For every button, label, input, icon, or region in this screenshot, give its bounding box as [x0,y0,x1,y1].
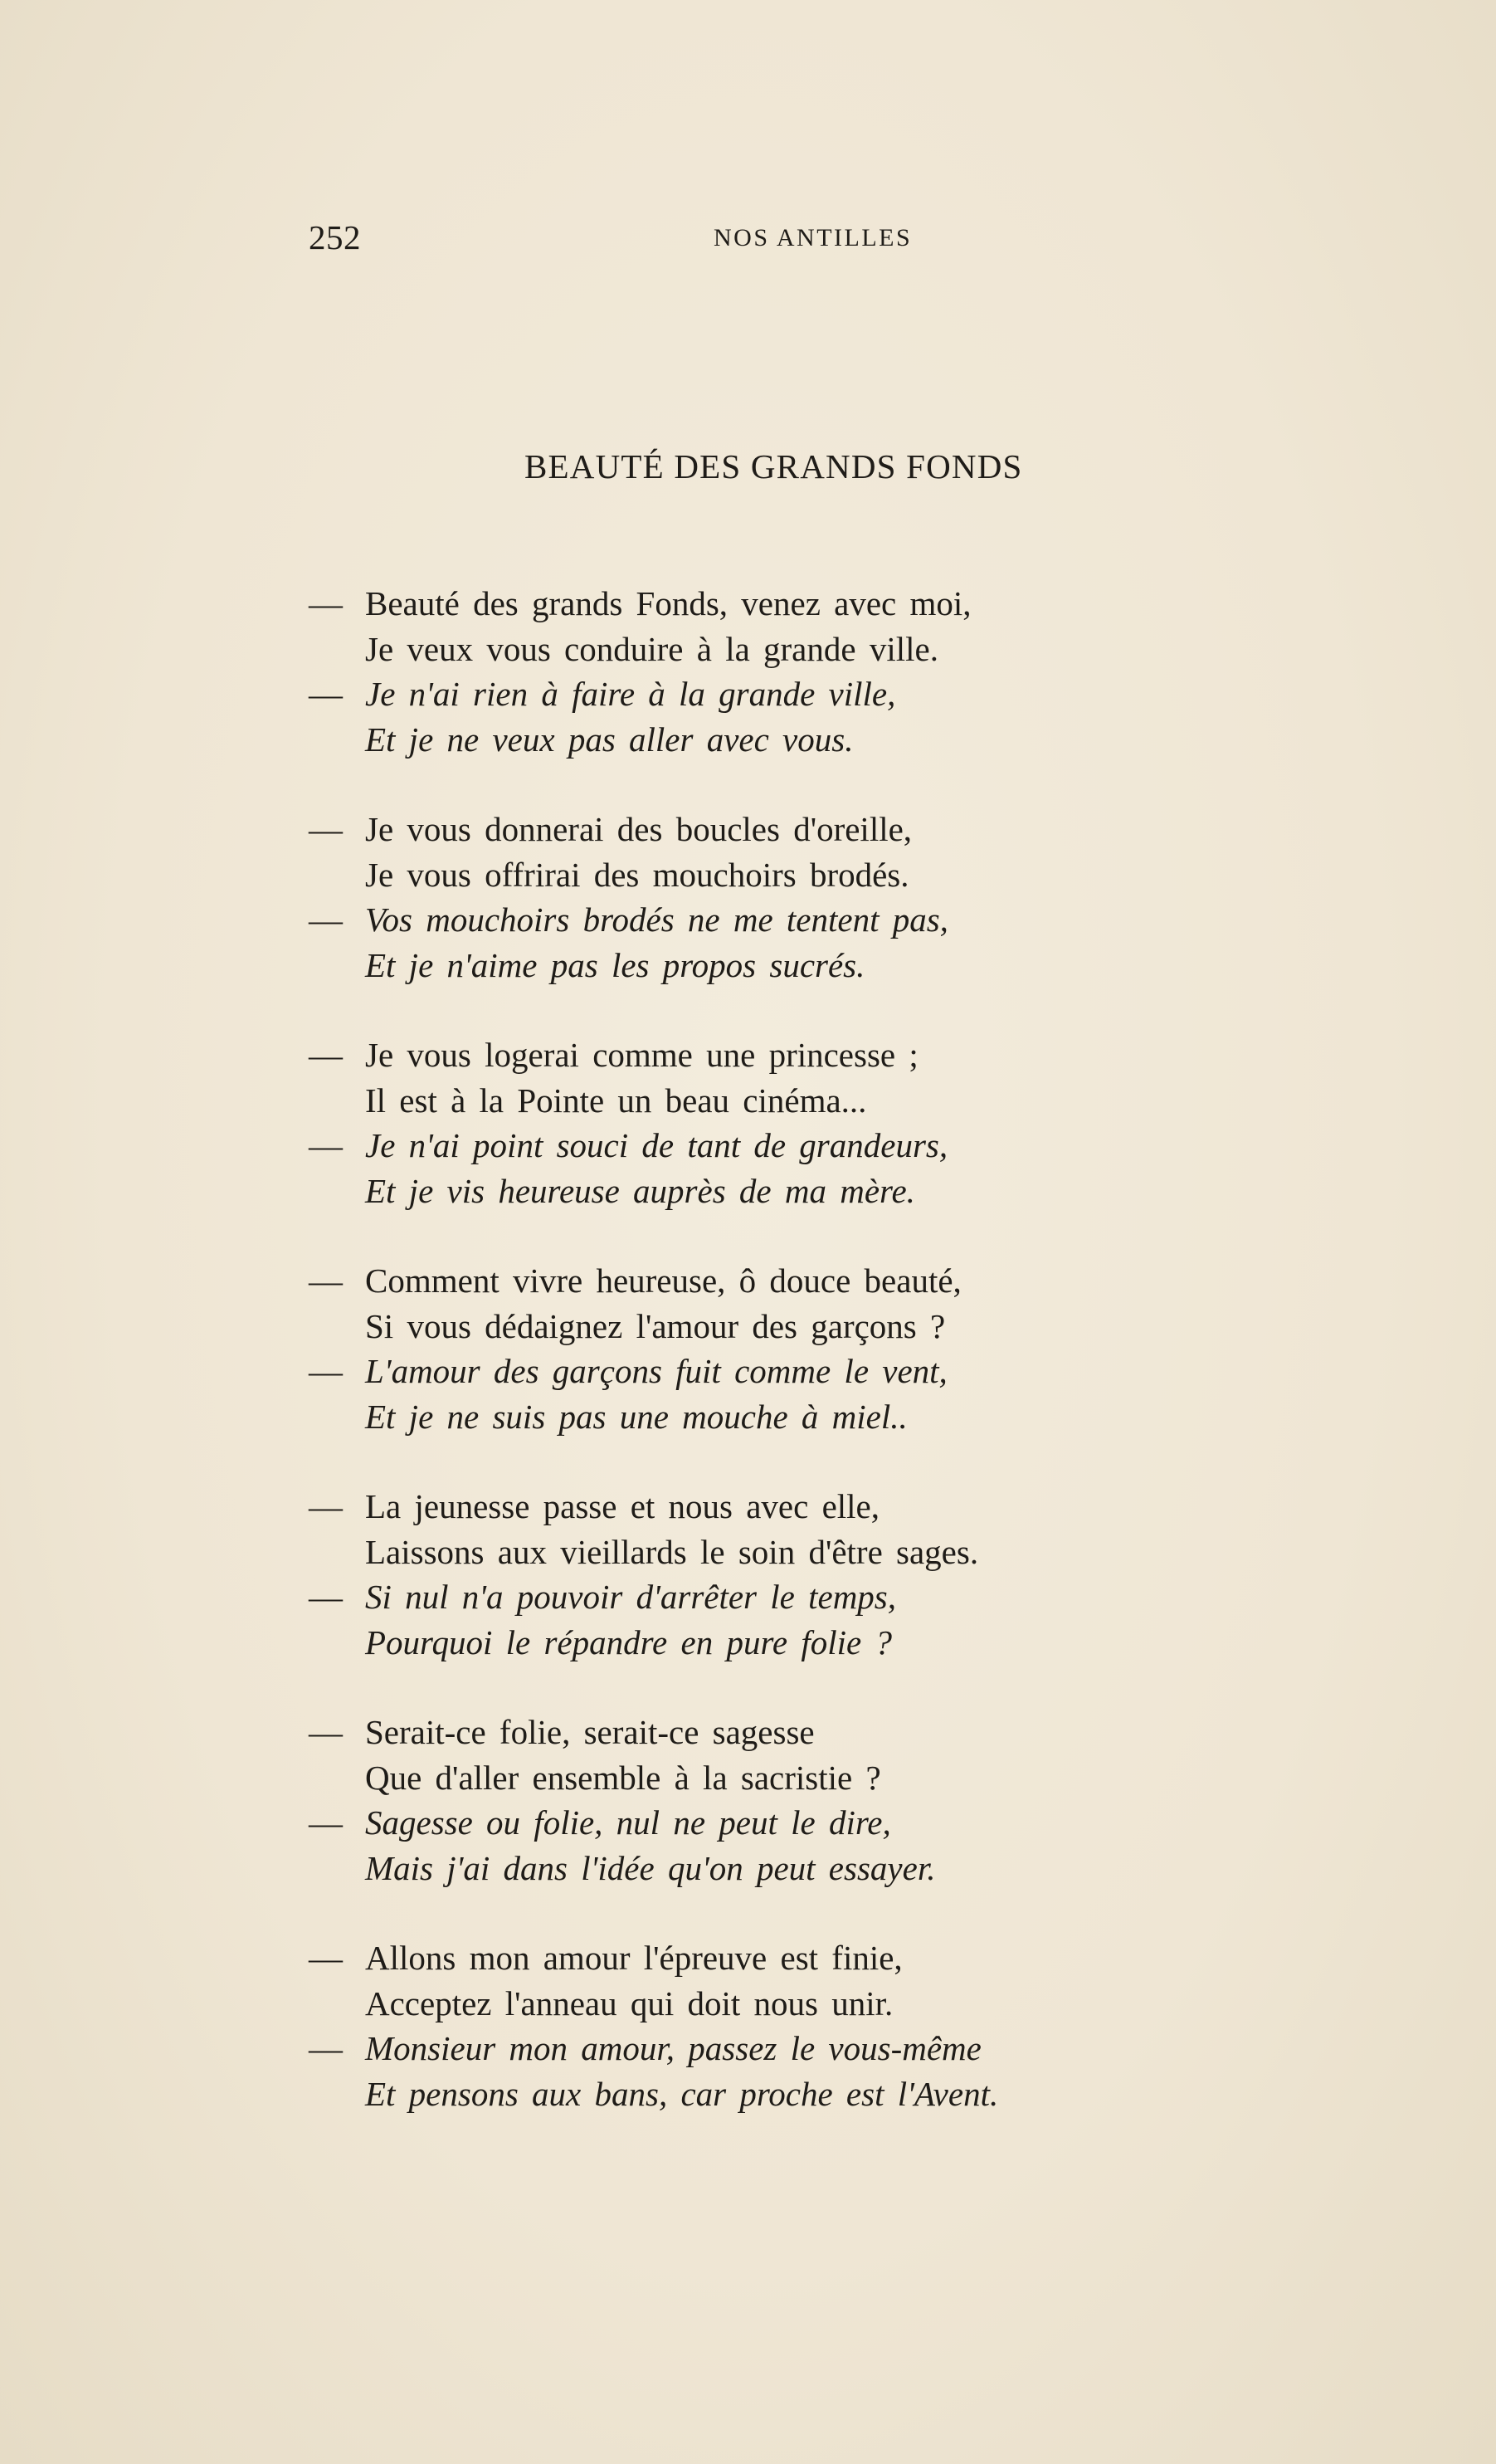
line-text: Allons mon amour l'épreuve est finie, [365,1939,903,1977]
poem-line [309,1755,1221,1801]
line-text: Si nul n'a pouvoir d'arrêter le temps, [365,1578,897,1616]
poem-line-reply [309,1394,1221,1440]
line-text: Je vous donnerai des boucles d'oreille, [365,810,913,848]
dialogue-dash: — [309,1939,343,1977]
poem-line [309,852,1221,898]
poem-line-reply [309,1349,1221,1394]
poem-line [309,627,1221,672]
poem-line-reply [309,897,1221,943]
line-text: Monsieur mon amour, passez le vous-même [365,2029,982,2067]
poem-body [309,581,1221,2161]
line-text: Si vous dédaignez l'amour des garçons ? [365,1306,946,1345]
line-text: Et je vis heureuse auprès de ma mère. [365,1171,915,1210]
line-text: Et pensons aux bans, car proche est l'Avent. [365,2074,999,2113]
poem-line [309,1981,1221,2027]
line-text: Comment vivre heureuse, ô douce beauté, [365,1261,962,1300]
poem-line [309,1530,1221,1575]
stanza-4 [309,1258,1221,1439]
line-text: Laissons aux vieillards le soin d'être sages. [365,1532,979,1571]
line-text: Il est à la Pointe un beau cinéma... [365,1081,867,1120]
line-text: Acceptez l'anneau qui doit nous unir. [365,1983,894,2022]
poem-line-reply [309,1574,1221,1620]
poem-line [309,1032,1221,1078]
poem-line [309,581,1221,627]
dialogue-dash: — [309,1713,343,1751]
poem-title: BEAUTÉ DES GRANDS FONDS [524,447,1023,485]
stanza-6 [309,1710,1221,1891]
dialogue-dash: — [309,2029,343,2067]
poem-line [309,1304,1221,1349]
line-text: Je vous logerai comme une princesse ; [365,1036,919,1074]
poem-line [309,1078,1221,1124]
stanza-3 [309,1032,1221,1213]
stanza-7 [309,1935,1221,2116]
poem-line [309,807,1221,852]
line-text: Et je ne veux pas aller avec vous. [365,720,854,759]
dialogue-dash: — [309,810,343,848]
poem-line-reply [309,1169,1221,1214]
poem-line-reply [309,1123,1221,1169]
line-text: Je n'ai point souci de tant de grandeurs, [365,1126,948,1164]
line-text: Beauté des grands Fonds, venez avec moi, [365,584,972,622]
dialogue-dash: — [309,1261,343,1300]
stanza-2 [309,807,1221,988]
dialogue-dash: — [309,1803,343,1842]
poem-line-reply [309,1846,1221,1891]
line-text: Mais j'ai dans l'idée qu'on peut essayer. [365,1848,936,1887]
line-text: Je n'ai rien à faire à la grande ville, [365,675,896,713]
poem-line-reply [309,671,1221,717]
line-text: Et je ne suis pas une mouche à miel.. [365,1397,908,1436]
dialogue-dash: — [309,1036,343,1074]
line-text: Sagesse ou folie, nul ne peut le dire, [365,1803,891,1842]
line-text: Vos mouchoirs brodés ne me tentent pas, [365,900,948,939]
line-text: Je vous offrirai des mouchoirs brodés. [365,855,909,894]
poem-line-reply [309,717,1221,763]
dialogue-dash: — [309,1578,343,1616]
stanza-5 [309,1484,1221,1665]
line-text: Serait-ce folie, serait-ce sagesse [365,1713,815,1751]
dialogue-dash: — [309,584,343,622]
poem-line-reply [309,1620,1221,1666]
dialogue-dash: — [309,1352,343,1390]
poem-line [309,1710,1221,1755]
poem-line-reply [309,1800,1221,1846]
line-text: Je veux vous conduire à la grande ville. [365,629,938,668]
stanza-1 [309,581,1221,762]
dialogue-dash: — [309,900,343,939]
poem-line [309,1935,1221,1981]
poem-line [309,1258,1221,1304]
poem-line [309,1484,1221,1530]
dialogue-dash: — [309,1126,343,1164]
line-text: Et je n'aime pas les propos sucrés. [365,945,865,984]
dialogue-dash: — [309,1487,343,1525]
line-text: La jeunesse passe et nous avec elle, [365,1487,880,1525]
line-text: Que d'aller ensemble à la sacristie ? [365,1758,881,1797]
running-title: NOS ANTILLES [714,224,913,251]
poem-line-reply [309,943,1221,988]
dialogue-dash: — [309,675,343,713]
line-text: Pourquoi le répandre en pure folie ? [365,1622,892,1661]
poem-line-reply [309,2071,1221,2117]
line-text: L'amour des garçons fuit comme le vent, [365,1352,948,1390]
page-number: 252 [309,218,361,256]
poem-line-reply [309,2026,1221,2071]
